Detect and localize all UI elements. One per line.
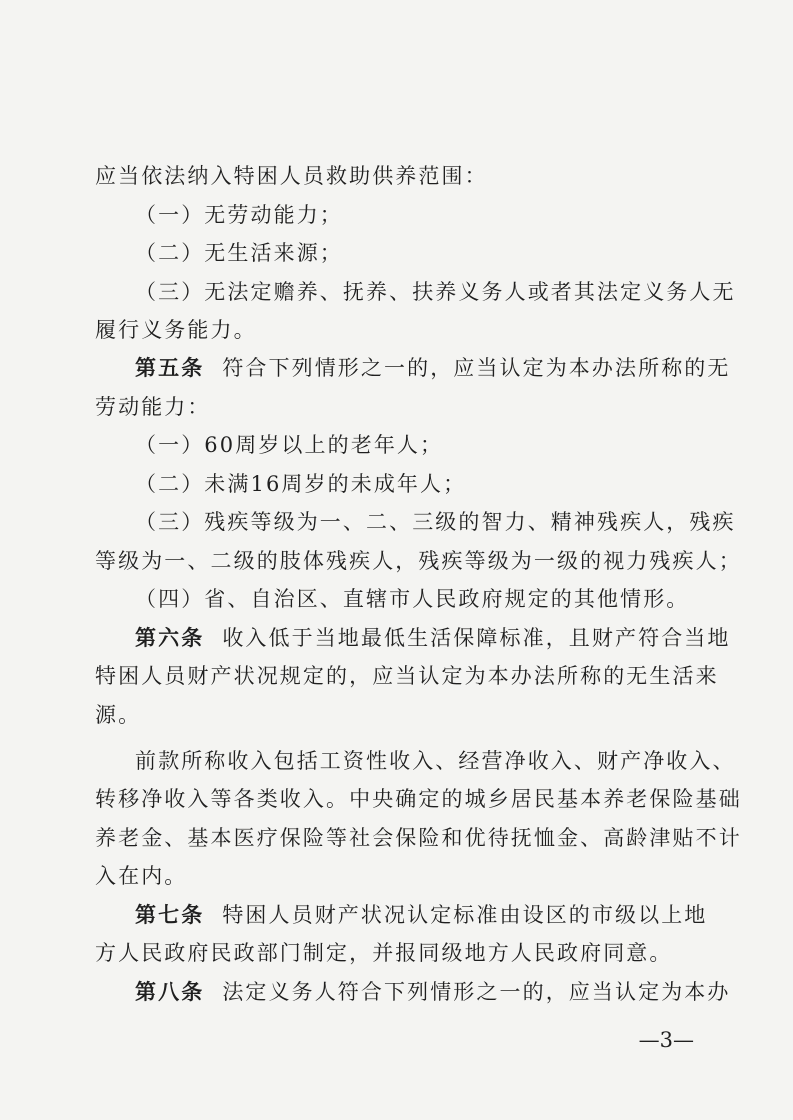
line-text: （四）省、自治区、直辖市人民政府规定的其他情形。 (135, 587, 690, 611)
article-6-heading-line (135, 623, 745, 653)
line-text: 收入低于当地最低生活保障标准，且财产符合当地 (222, 626, 731, 650)
list-item (135, 469, 745, 499)
line-text: 履行义务能力。 (95, 318, 257, 342)
line-text: （三）残疾等级为一、二、三级的智力、精神残疾人，残疾 (135, 510, 736, 534)
text-line (95, 823, 742, 853)
line-text: 入在内。 (95, 864, 188, 888)
line-text: 特困人员财产状况规定的，应当认定为本办法所称的无生活来 (95, 664, 719, 688)
text-line (95, 161, 705, 191)
page-number: —3— (638, 1028, 694, 1052)
line-text: 方人民政府民政部门制定，并报同级地方人民政府同意。 (95, 941, 673, 965)
line-text: 前款所称收入包括工资性收入、经营净收入、财产净收入、 (135, 749, 736, 773)
text-line (95, 661, 719, 691)
text-line (95, 700, 705, 730)
text-line (95, 392, 705, 422)
text-line (95, 861, 705, 891)
article-5-heading-line (135, 353, 745, 383)
article-number: 第五条 (135, 355, 205, 380)
line-text: （三）无法定赡养、抚养、扶养义务人或者其法定义务人无 (135, 280, 736, 304)
list-item (135, 200, 745, 230)
text-line (95, 315, 705, 345)
list-item (135, 430, 745, 460)
line-text: （二）未满16周岁的未成年人； (135, 472, 467, 496)
line-text: 等级为一、二级的肢体残疾人，残疾等级为一级的视力残疾人； (95, 549, 742, 573)
line-text: 应当依法纳入特困人员救助供养范围： (95, 164, 488, 188)
text-line (95, 784, 742, 814)
line-text: 特困人员财产状况认定标准由设区的市级以上地 (222, 903, 708, 927)
line-text: （一）60周岁以上的老年人； (135, 433, 444, 457)
article-7-heading-line (135, 900, 745, 930)
line-text: 源。 (95, 703, 142, 727)
line-text: （一）无劳动能力； (135, 203, 343, 227)
article-number: 第六条 (135, 625, 205, 650)
list-item (135, 277, 745, 307)
article-number: 第八条 (135, 979, 205, 1004)
line-text: （二）无生活来源； (135, 241, 343, 265)
line-text: 劳动能力： (95, 395, 211, 419)
article-number: 第七条 (135, 902, 205, 927)
line-text: 符合下列情形之一的，应当认定为本办法所称的无 (222, 356, 731, 380)
paragraph-line (135, 746, 745, 776)
line-text: 转移净收入等各类收入。中央确定的城乡居民基本养老保险基础 (95, 787, 742, 811)
list-item (135, 238, 745, 268)
line-text: 法定义务人符合下列情形之一的，应当认定为本办 (222, 980, 731, 1004)
text-line (95, 546, 742, 576)
article-8-heading-line (135, 977, 745, 1007)
text-line (95, 938, 705, 968)
list-item (135, 584, 745, 614)
line-text: 养老金、基本医疗保险等社会保险和优待抚恤金、高龄津贴不计 (95, 826, 742, 850)
list-item (135, 507, 745, 537)
